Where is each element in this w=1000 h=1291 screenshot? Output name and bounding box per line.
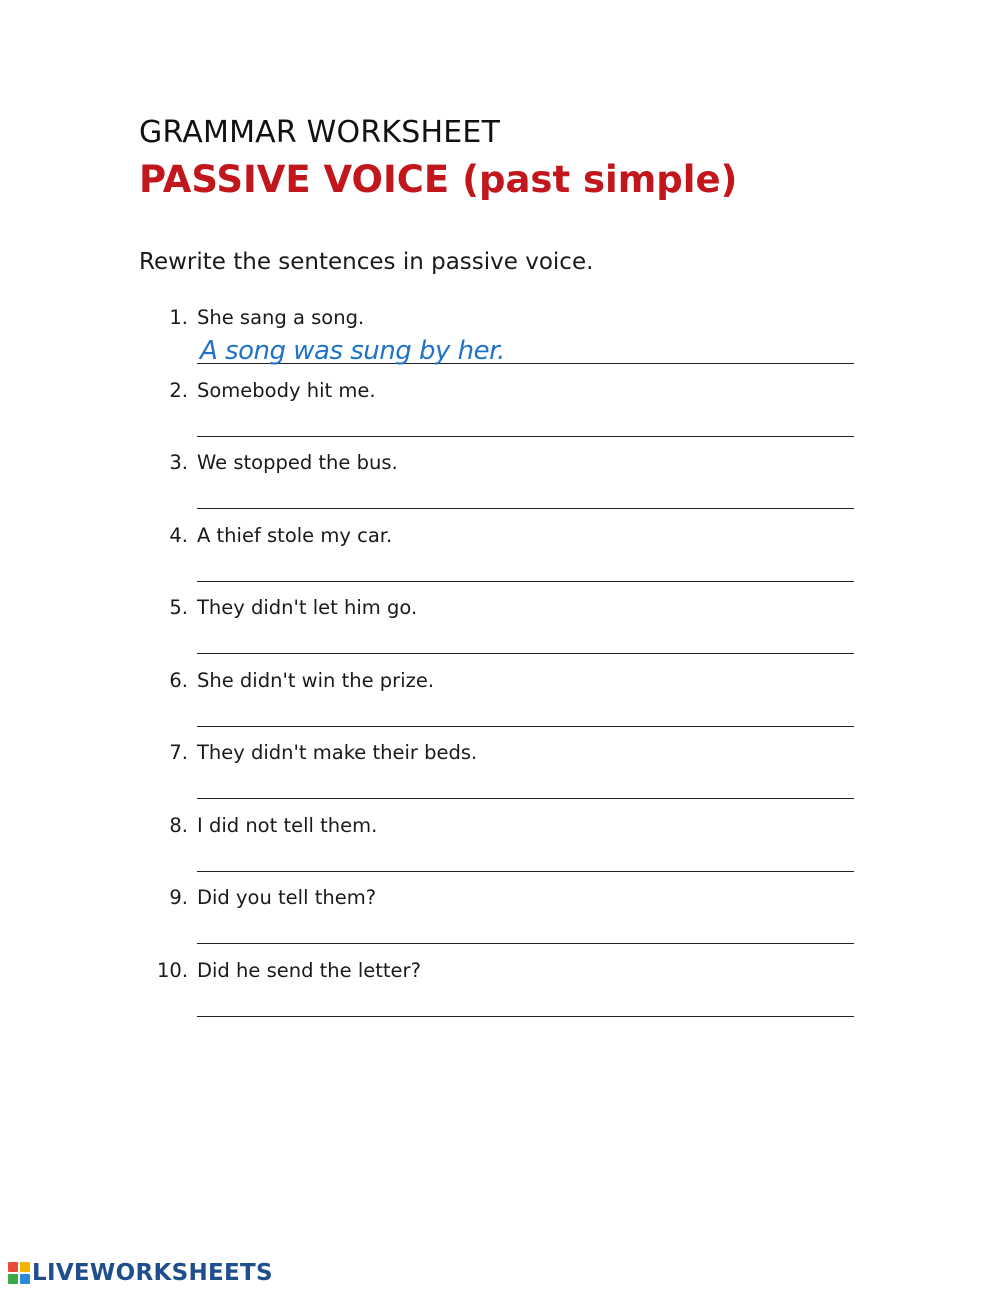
brand-name: LIVEWORKSHEETS [32, 1260, 273, 1286]
answer-line[interactable] [197, 1016, 854, 1017]
item-number: 5. [169, 596, 188, 619]
item-number: 3. [169, 451, 188, 474]
item-number: 1. [169, 306, 188, 329]
item-sentence: Did you tell them? [197, 886, 377, 909]
answer-line[interactable] [197, 436, 854, 437]
item-sentence: They didn't let him go. [197, 596, 418, 619]
item-number: 7. [169, 741, 188, 764]
answer-line[interactable] [197, 798, 854, 799]
answer-text[interactable]: A song was sung by her. [200, 336, 505, 366]
item-sentence: A thief stole my car. [197, 523, 393, 547]
item-number: 10. [157, 958, 189, 982]
item-sentence: She didn't win the prize. [197, 668, 435, 692]
answer-line[interactable] [197, 871, 854, 872]
answer-line[interactable] [197, 943, 854, 944]
item-sentence: Somebody hit me. [197, 378, 376, 402]
item-number: 2. [169, 378, 188, 402]
instruction-text: Rewrite the sentences in passive voice. [139, 249, 594, 275]
answer-line[interactable] [197, 581, 854, 582]
answer-line[interactable] [197, 653, 854, 654]
item-sentence: They didn't make their beds. [197, 741, 478, 764]
worksheet-title: GRAMMAR WORKSHEET [139, 115, 501, 150]
item-number: 4. [169, 523, 188, 547]
item-sentence: We stopped the bus. [197, 451, 398, 474]
item-number: 9. [169, 886, 188, 909]
answer-line[interactable] [197, 726, 854, 727]
answer-line[interactable] [197, 508, 854, 509]
item-sentence: Did he send the letter? [197, 958, 421, 982]
item-number: 6. [169, 668, 188, 692]
item-number: 8. [169, 813, 188, 837]
liveworksheets-logo-icon [8, 1262, 30, 1284]
item-sentence: I did not tell them. [197, 813, 378, 837]
footer-brand[interactable] [8, 1260, 273, 1286]
worksheet-subtitle: PASSIVE VOICE (past simple) [139, 158, 738, 201]
item-sentence: She sang a song. [197, 306, 365, 329]
